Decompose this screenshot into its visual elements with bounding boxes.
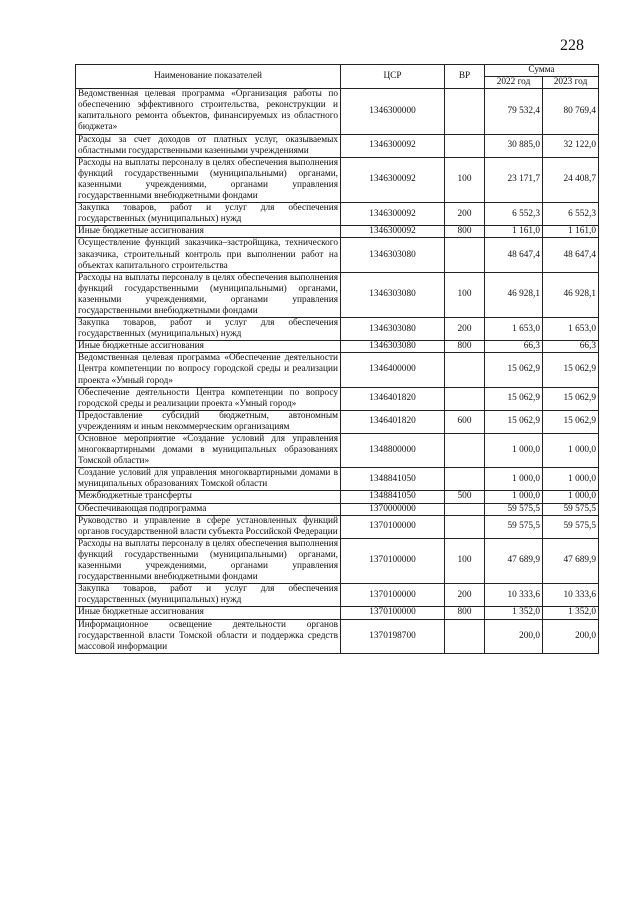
cell-2023: 1 352,0 [543,607,599,619]
cell-csr: 1348841050 [341,491,445,503]
header-sum: Сумма [485,65,599,77]
cell-2022: 6 552,3 [485,203,543,226]
cell-name: Информационное освещение деятельности органов государственной власти Томской области и поддержка средств массовой информации [76,619,341,653]
cell-2023: 46 928,1 [543,272,599,317]
header-csr: ЦСР [341,65,445,89]
table-row [76,226,599,238]
cell-2022: 48 647,4 [485,238,543,272]
cell-csr: 1346401820 [341,410,445,433]
cell-2023: 59 575,5 [543,515,599,538]
table-row [76,341,599,353]
cell-vr [445,515,485,538]
table-row [76,238,599,272]
cell-2022: 10 333,6 [485,584,543,607]
table-row [76,619,599,653]
cell-2022: 1 653,0 [485,318,543,341]
cell-name: Руководство и управление в сфере установленных функций органов государственной власти субъекта Российской Федерации [76,515,341,538]
cell-2023: 59 575,5 [543,503,599,515]
cell-vr: 200 [445,203,485,226]
cell-csr: 1346300092 [341,203,445,226]
cell-2022: 15 062,9 [485,353,543,387]
cell-vr: 100 [445,157,485,202]
cell-2022: 79 532,4 [485,89,543,134]
cell-2023: 47 689,9 [543,538,599,583]
cell-vr [445,619,485,653]
cell-csr: 1370100000 [341,584,445,607]
cell-2022: 1 161,0 [485,226,543,238]
cell-name: Расходы за счет доходов от платных услуг, оказываемых областными государственными казенными учреждениями [76,134,341,157]
table-row [76,503,599,515]
cell-csr: 1346300092 [341,157,445,202]
table-row [76,387,599,410]
cell-vr [445,353,485,387]
cell-csr: 1346300000 [341,89,445,134]
cell-2022: 15 062,9 [485,387,543,410]
cell-2023: 10 333,6 [543,584,599,607]
table-row [76,468,599,491]
cell-name: Закупка товаров, работ и услуг для обеспечения государственных (муниципальных) нужд [76,584,341,607]
cell-2023: 1 000,0 [543,434,599,468]
cell-name: Ведомственная целевая программа «Обеспечение деятельности Центра компетенции по вопросу городской среды и реализации проекта «Умный город» [76,353,341,387]
cell-vr [445,387,485,410]
cell-csr: 1346303080 [341,318,445,341]
cell-vr [445,89,485,134]
cell-vr [445,238,485,272]
cell-name: Ведомственная целевая программа «Организация работы по обеспечению эффективного строительства, реконструкции и капитального ремонта объектов, финансируемых из областного бюджета» [76,89,341,134]
budget-table [75,64,599,654]
cell-vr [445,468,485,491]
cell-vr [445,503,485,515]
cell-2022: 23 171,7 [485,157,543,202]
cell-vr: 800 [445,341,485,353]
cell-2022: 46 928,1 [485,272,543,317]
cell-2022: 200,0 [485,619,543,653]
cell-name: Расходы на выплаты персоналу в целях обеспечения выполнения функций государственными (муниципальными) органами, казенными учреждениями, органами управления государственными внебюджетными фондами [76,272,341,317]
table-row [76,538,599,583]
cell-2023: 66,3 [543,341,599,353]
header-year-2022: 2022 год [485,77,543,89]
cell-csr: 1346303080 [341,272,445,317]
cell-2023: 15 062,9 [543,353,599,387]
header-vr: ВР [445,65,485,89]
cell-vr: 600 [445,410,485,433]
cell-name: Закупка товаров, работ и услуг для обеспечения государственных (муниципальных) нужд [76,318,341,341]
cell-name: Закупка товаров, работ и услуг для обеспечения государственных (муниципальных) нужд [76,203,341,226]
cell-vr: 800 [445,607,485,619]
cell-csr: 1370100000 [341,538,445,583]
cell-name: Межбюджетные трансферты [76,491,341,503]
cell-name: Иные бюджетные ассигнования [76,226,341,238]
cell-2022: 66,3 [485,341,543,353]
cell-2023: 80 769,4 [543,89,599,134]
cell-vr: 100 [445,538,485,583]
cell-name: Предоставление субсидий бюджетным, автономным учреждениям и иным некоммерческим организациям [76,410,341,433]
cell-2023: 15 062,9 [543,410,599,433]
header-year-2023: 2023 год [543,77,599,89]
cell-csr: 1346303080 [341,238,445,272]
table-header [76,65,599,89]
table-row [76,157,599,202]
cell-name: Иные бюджетные ассигнования [76,607,341,619]
cell-2022: 1 000,0 [485,434,543,468]
cell-2022: 59 575,5 [485,515,543,538]
header-name: Наименование показателей [76,65,341,89]
cell-csr: 1346401820 [341,387,445,410]
cell-2023: 48 647,4 [543,238,599,272]
cell-2022: 30 885,0 [485,134,543,157]
cell-name: Иные бюджетные ассигнования [76,341,341,353]
cell-2022: 59 575,5 [485,503,543,515]
cell-2023: 24 408,7 [543,157,599,202]
table-row [76,353,599,387]
cell-name: Расходы на выплаты персоналу в целях обеспечения выполнения функций государственными (муниципальными) органами, казенными учреждениями, органами управления государственными внебюджетными фондами [76,538,341,583]
cell-name: Расходы на выплаты персоналу в целях обеспечения выполнения функций государственными (муниципальными) органами, казенными учреждениями, органами управления государственными внебюджетными фондами [76,157,341,202]
cell-name: Основное мероприятие «Создание условий для управления многоквартирными домами в муниципальных образованиях Томской области» [76,434,341,468]
table-row [76,272,599,317]
table-row [76,607,599,619]
cell-csr: 1348841050 [341,468,445,491]
table-body [76,89,599,654]
cell-2023: 15 062,9 [543,387,599,410]
cell-csr: 1370000000 [341,503,445,515]
cell-vr [445,134,485,157]
cell-vr: 200 [445,318,485,341]
cell-csr: 1346400000 [341,353,445,387]
table-row [76,491,599,503]
cell-csr: 1370100000 [341,515,445,538]
table-row [76,89,599,134]
cell-2023: 1 653,0 [543,318,599,341]
table-row [76,203,599,226]
table-row [76,318,599,341]
cell-2022: 47 689,9 [485,538,543,583]
cell-2023: 1 161,0 [543,226,599,238]
cell-2023: 1 000,0 [543,491,599,503]
cell-2023: 200,0 [543,619,599,653]
cell-csr: 1346300092 [341,134,445,157]
cell-csr: 1370100000 [341,607,445,619]
cell-vr: 100 [445,272,485,317]
cell-vr: 800 [445,226,485,238]
table-row [76,410,599,433]
table-row [76,584,599,607]
cell-2023: 1 000,0 [543,468,599,491]
cell-2023: 6 552,3 [543,203,599,226]
table-row [76,434,599,468]
cell-csr: 1348800000 [341,434,445,468]
cell-2022: 1 352,0 [485,607,543,619]
cell-2022: 1 000,0 [485,491,543,503]
table-row [76,515,599,538]
cell-name: Осуществление функций заказчика–застройщика, технического заказчика, строительный контроль при выполнении работ на объектах капитального строительства [76,238,341,272]
cell-2022: 15 062,9 [485,410,543,433]
cell-csr: 1346303080 [341,341,445,353]
cell-vr: 500 [445,491,485,503]
cell-name: Создание условий для управления многоквартирными домами в муниципальных образованиях Томской области [76,468,341,491]
table-row [76,134,599,157]
cell-vr [445,434,485,468]
page-number: 228 [560,37,584,54]
cell-csr: 1346300092 [341,226,445,238]
cell-2023: 32 122,0 [543,134,599,157]
cell-vr: 200 [445,584,485,607]
cell-csr: 1370198700 [341,619,445,653]
cell-name: Обеспечение деятельности Центра компетенции по вопросу городской среды и реализации проекта «Умный город» [76,387,341,410]
cell-2022: 1 000,0 [485,468,543,491]
cell-name: Обеспечивающая подпрограмма [76,503,341,515]
